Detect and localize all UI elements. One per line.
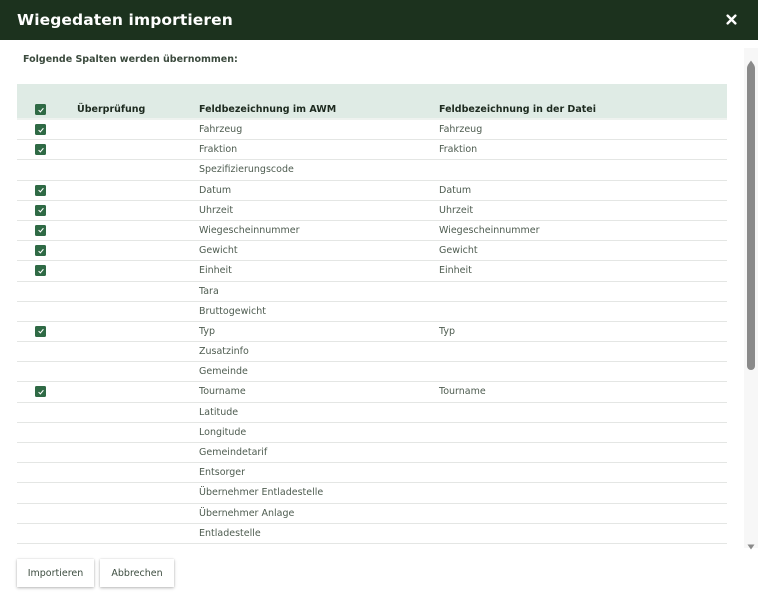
awm-field-cell: Gemeindetarif	[199, 447, 268, 458]
table-row[interactable]	[17, 403, 727, 423]
table-header	[17, 84, 727, 120]
awm-field-cell: Entsorger	[199, 467, 246, 479]
row-checkbox[interactable]	[35, 124, 46, 135]
scroll-up-button[interactable]	[747, 52, 755, 60]
intro-text: Folgende Spalten werden übernommen:	[23, 54, 238, 65]
awm-field-cell: Zusatzinfo	[199, 346, 249, 358]
table-row[interactable]	[17, 322, 727, 342]
dialog-header	[0, 0, 758, 40]
awm-field-cell: Bruttogewicht	[199, 305, 266, 317]
awm-field-cell: Gewicht	[199, 245, 238, 257]
check-icon	[37, 327, 45, 335]
check-icon	[37, 388, 45, 396]
dialog-content	[0, 40, 744, 546]
row-checkbox[interactable]	[35, 265, 46, 276]
check-icon	[37, 126, 45, 134]
check-icon	[37, 226, 45, 234]
check-icon	[37, 206, 45, 214]
file-field-cell: Uhrzeit	[439, 204, 474, 216]
table-row[interactable]	[17, 201, 727, 221]
awm-field-cell: Wiegescheinnummer	[199, 224, 300, 236]
file-field-cell: Datum	[439, 184, 472, 196]
table-row[interactable]	[17, 382, 727, 402]
awm-field-cell: Entladestelle	[199, 527, 261, 539]
row-checkbox[interactable]	[35, 185, 46, 196]
table-row[interactable]	[17, 221, 727, 241]
header-awm-field: Feldbezeichnung im AWM	[199, 104, 337, 115]
awm-field-cell: Übernehmer Anlage	[199, 507, 295, 519]
file-field-cell: Typ	[439, 325, 455, 337]
awm-field-cell: Fraktion	[199, 144, 238, 156]
table-row[interactable]	[17, 443, 727, 463]
check-icon	[37, 247, 45, 255]
select-all-checkbox[interactable]	[35, 104, 46, 115]
vertical-scrollbar[interactable]	[744, 48, 758, 548]
table-row[interactable]	[17, 282, 727, 302]
awm-field-cell: Gemeinde	[199, 366, 248, 378]
header-file-field: Feldbezeichnung in der Datei	[439, 104, 596, 115]
table-row[interactable]	[17, 423, 727, 443]
check-icon	[37, 106, 45, 114]
check-icon	[37, 267, 45, 275]
row-checkbox[interactable]	[35, 245, 46, 256]
table-row[interactable]	[17, 504, 727, 524]
table-row[interactable]	[17, 483, 727, 503]
close-icon	[726, 14, 737, 25]
awm-field-cell: Tara	[199, 285, 219, 297]
awm-field-cell: Fahrzeug	[199, 124, 243, 135]
scroll-thumb[interactable]	[747, 64, 755, 370]
scroll-down-button[interactable]	[747, 536, 755, 544]
table-body	[17, 120, 727, 544]
file-field-cell: Tourname	[439, 386, 486, 398]
awm-field-cell: Tourname	[199, 386, 246, 398]
file-field-cell: Fraktion	[439, 144, 478, 156]
check-icon	[37, 146, 45, 154]
row-checkbox[interactable]	[35, 326, 46, 337]
table-row[interactable]	[17, 181, 727, 201]
dialog-footer	[0, 546, 758, 599]
awm-field-cell: Latitude	[199, 406, 239, 418]
row-checkbox[interactable]	[35, 386, 46, 397]
check-icon	[37, 186, 45, 194]
file-field-cell: Gewicht	[439, 245, 478, 257]
table-row[interactable]	[17, 342, 727, 362]
awm-field-cell: Spezifizierungscode	[199, 164, 294, 176]
cancel-button[interactable]: Abbrechen	[100, 559, 174, 587]
close-button[interactable]	[724, 12, 738, 26]
row-checkbox[interactable]	[35, 205, 46, 216]
row-checkbox[interactable]	[35, 225, 46, 236]
header-review: Überprüfung	[77, 104, 146, 115]
awm-field-cell: Uhrzeit	[199, 204, 234, 216]
table-row[interactable]	[17, 120, 727, 140]
dialog-title: Wiegedaten importieren	[17, 11, 233, 29]
table-row[interactable]	[17, 463, 727, 483]
file-field-cell: Fahrzeug	[439, 124, 483, 135]
file-field-cell: Wiegescheinnummer	[439, 224, 540, 236]
file-field-cell: Einheit	[439, 265, 472, 277]
import-button[interactable]: Importieren	[17, 559, 94, 587]
table-row[interactable]	[17, 362, 727, 382]
awm-field-cell: Typ	[199, 325, 215, 337]
awm-field-cell: Übernehmer Entladestelle	[199, 487, 324, 499]
table-row[interactable]	[17, 160, 727, 180]
table-row[interactable]	[17, 302, 727, 322]
table-row[interactable]	[17, 140, 727, 160]
awm-field-cell: Longitude	[199, 426, 247, 438]
table-row[interactable]	[17, 261, 727, 281]
awm-field-cell: Datum	[199, 184, 232, 196]
row-checkbox[interactable]	[35, 144, 46, 155]
columns-table	[17, 84, 727, 544]
table-row[interactable]	[17, 241, 727, 261]
awm-field-cell: Einheit	[199, 265, 232, 277]
table-row[interactable]	[17, 524, 727, 544]
